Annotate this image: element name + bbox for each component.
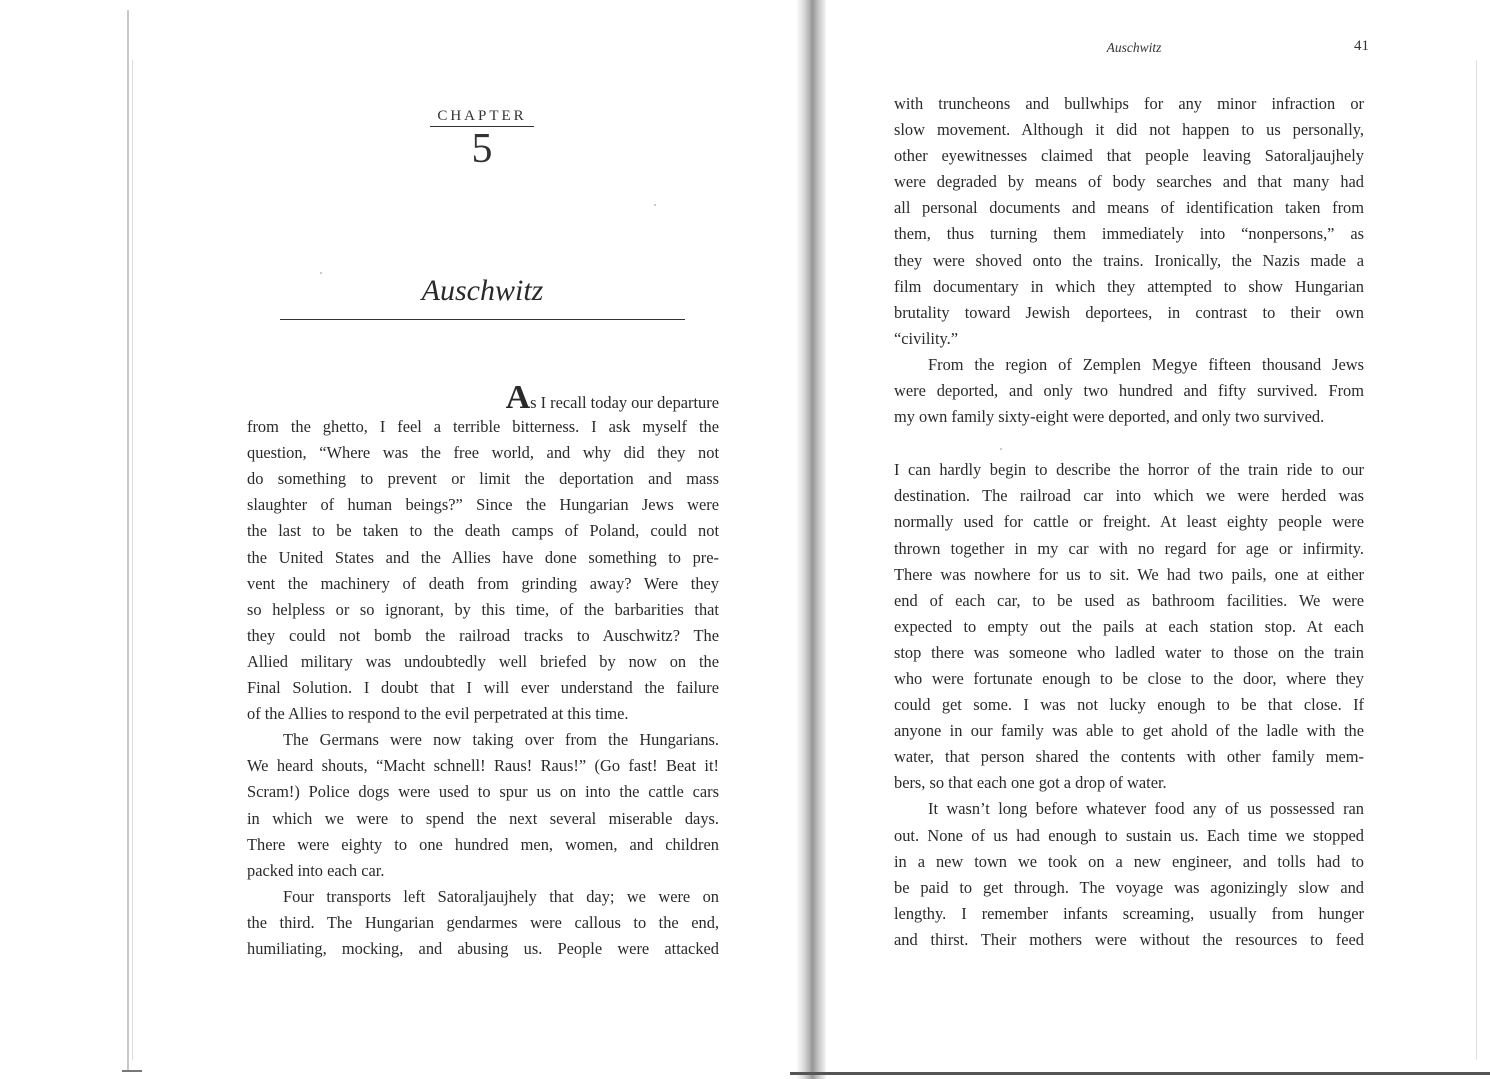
text-line: We heard shouts, “Macht schnell! Raus! Raus!” (Go fast! Beat it! [247,756,719,776]
text-line: in which we were to spend the next several miserable days. [247,808,719,828]
text-line: they were shoved onto the trains. Ironically, the Nazis made a [894,250,1364,270]
text-line: film documentary in which they attempted to show Hungarian [894,276,1364,296]
text-line: normally used for cattle or freight. At least eighty people were [894,512,1364,532]
text-line: thrown together in my car with no regard for age or infirmity. [894,538,1364,558]
scan-speck [320,272,322,274]
text-line: bers, so that each one got a drop of water. [894,773,1167,793]
text-line: destination. The railroad car into which we were herded was [894,486,1364,506]
page-edge-left [127,10,129,1070]
text-line: water, that person shared the contents with other family mem- [894,747,1364,767]
text-line: my own family sixty-eight were deported, and only two survived. [894,407,1325,427]
text-line: them, thus turning them immediately into “nonpersons,” as [894,224,1364,244]
text-line: who were fortunate enough to be close to the door, where they [894,668,1364,688]
page-bottom-mark [122,1070,142,1072]
drop-cap: A [505,379,531,416]
text-line: all personal documents and means of identification taken from [894,198,1364,218]
text-line: anyone in our family was able to get ahold of the ladle with the [894,721,1364,741]
text-line: slaughter of human beings?” Since the Hungarian Jews were [247,495,719,515]
text-line: other eyewitnesses claimed that people leaving Satoraljaujhely [894,146,1364,166]
text-line: Allied military was undoubtedly well briefed by now on the [247,651,719,671]
text-line: lengthy. I remember infants screaming, usually from hunger [894,903,1364,923]
running-head: Auschwitz [1106,40,1162,55]
page-number: 41 [1354,38,1369,54]
text-line: the third. The Hungarian gendarmes were callous to the end, [247,912,719,932]
text-line: from the ghetto, I feel a terrible bitterness. I ask myself the [247,417,719,437]
scan-speck [1000,448,1002,450]
text-line: end of each car, to be used as bathroom facilities. We were [894,590,1364,610]
text-line: From the region of Zemplen Megye fifteen thousand Jews [928,354,1364,374]
text-line: Four transports left Satoraljaujhely that day; we were on [283,886,719,906]
text-line: I can hardly begin to describe the horror of the train ride to our [894,460,1364,480]
text-line: so helpless or so ignorant, by this time, of the barbarities that [247,599,719,619]
text-line: the last to be taken to the death camps of Poland, could not [247,521,719,541]
text-line: There were eighty to one hundred men, women, and children [247,834,719,854]
left-page-body [247,379,719,962]
text-line: in a new town we took on a new engineer, and tolls had to [894,851,1364,871]
text-line: As I recall today our departure [505,379,719,416]
text-line: slow movement. Although it did not happen to us personally, [894,120,1364,140]
book-gutter-shadow [796,0,826,1079]
text-line: “civility.” [894,328,959,348]
text-line: packed into each car. [247,860,385,880]
page-edge-left-inner [132,60,133,1060]
text-line: they could not bomb the railroad tracks to Auschwitz? The [247,625,719,645]
text-line: brutality toward Jewish deportees, in contrast to their own [894,302,1364,322]
text-line: could get some. I was not lucky enough to be that close. If [894,695,1364,715]
text-line: Final Solution. I doubt that I will ever understand the failure [247,678,719,698]
text-line: the United States and the Allies have done something to pre- [247,547,719,567]
text-line: expected to empty out the pails at each station stop. At each [894,616,1364,636]
chapter-title: Auschwitz [421,274,544,307]
scan-speck [654,204,656,206]
text-line: with truncheons and bullwhips for any minor infraction or [894,94,1364,113]
text-line: humiliating, mocking, and abusing us. People were attacked [247,938,719,958]
text-line: There was nowhere for us to sit. We had two pails, one at either [894,564,1364,584]
text-line: were degraded by means of body searches and that many had [894,172,1364,192]
text-line: question, “Where was the free world, and why did they not [247,443,719,463]
right-page-body [894,91,1364,953]
text-line: The Germans were now taking over from the Hungarians. [283,730,719,750]
text-line: do something to prevent or limit the deportation and mass [247,469,719,489]
text-line: out. None of us had enough to sustain us. Each time we stopped [894,825,1364,845]
text-line: stop there was someone who ladled water to those on the train [894,642,1364,662]
text-line: be paid to get through. The voyage was agonizingly slow and [894,877,1364,897]
page-edge-right [1476,60,1477,1060]
text-line: vent the machinery of death from grinding away? Were they [247,573,719,593]
text-line: were deported, and only two hundred and fifty survived. From [894,381,1364,401]
section-break [894,430,1364,457]
chapter-number: 5 [471,126,493,172]
chapter-label: CHAPTER [437,108,527,124]
text-line: and thirst. Their mothers were without the resources to feed [894,929,1364,949]
page-bottom-edge [790,1072,1490,1075]
text-line: of the Allies to respond to the evil perpetrated at this time. [247,704,629,724]
text-line: It wasn’t long before whatever food any of us possessed ran [928,799,1364,819]
chapter-title-rule [280,319,685,320]
text-line: Scram!) Police dogs were used to spur us on into the cattle cars [247,782,719,802]
